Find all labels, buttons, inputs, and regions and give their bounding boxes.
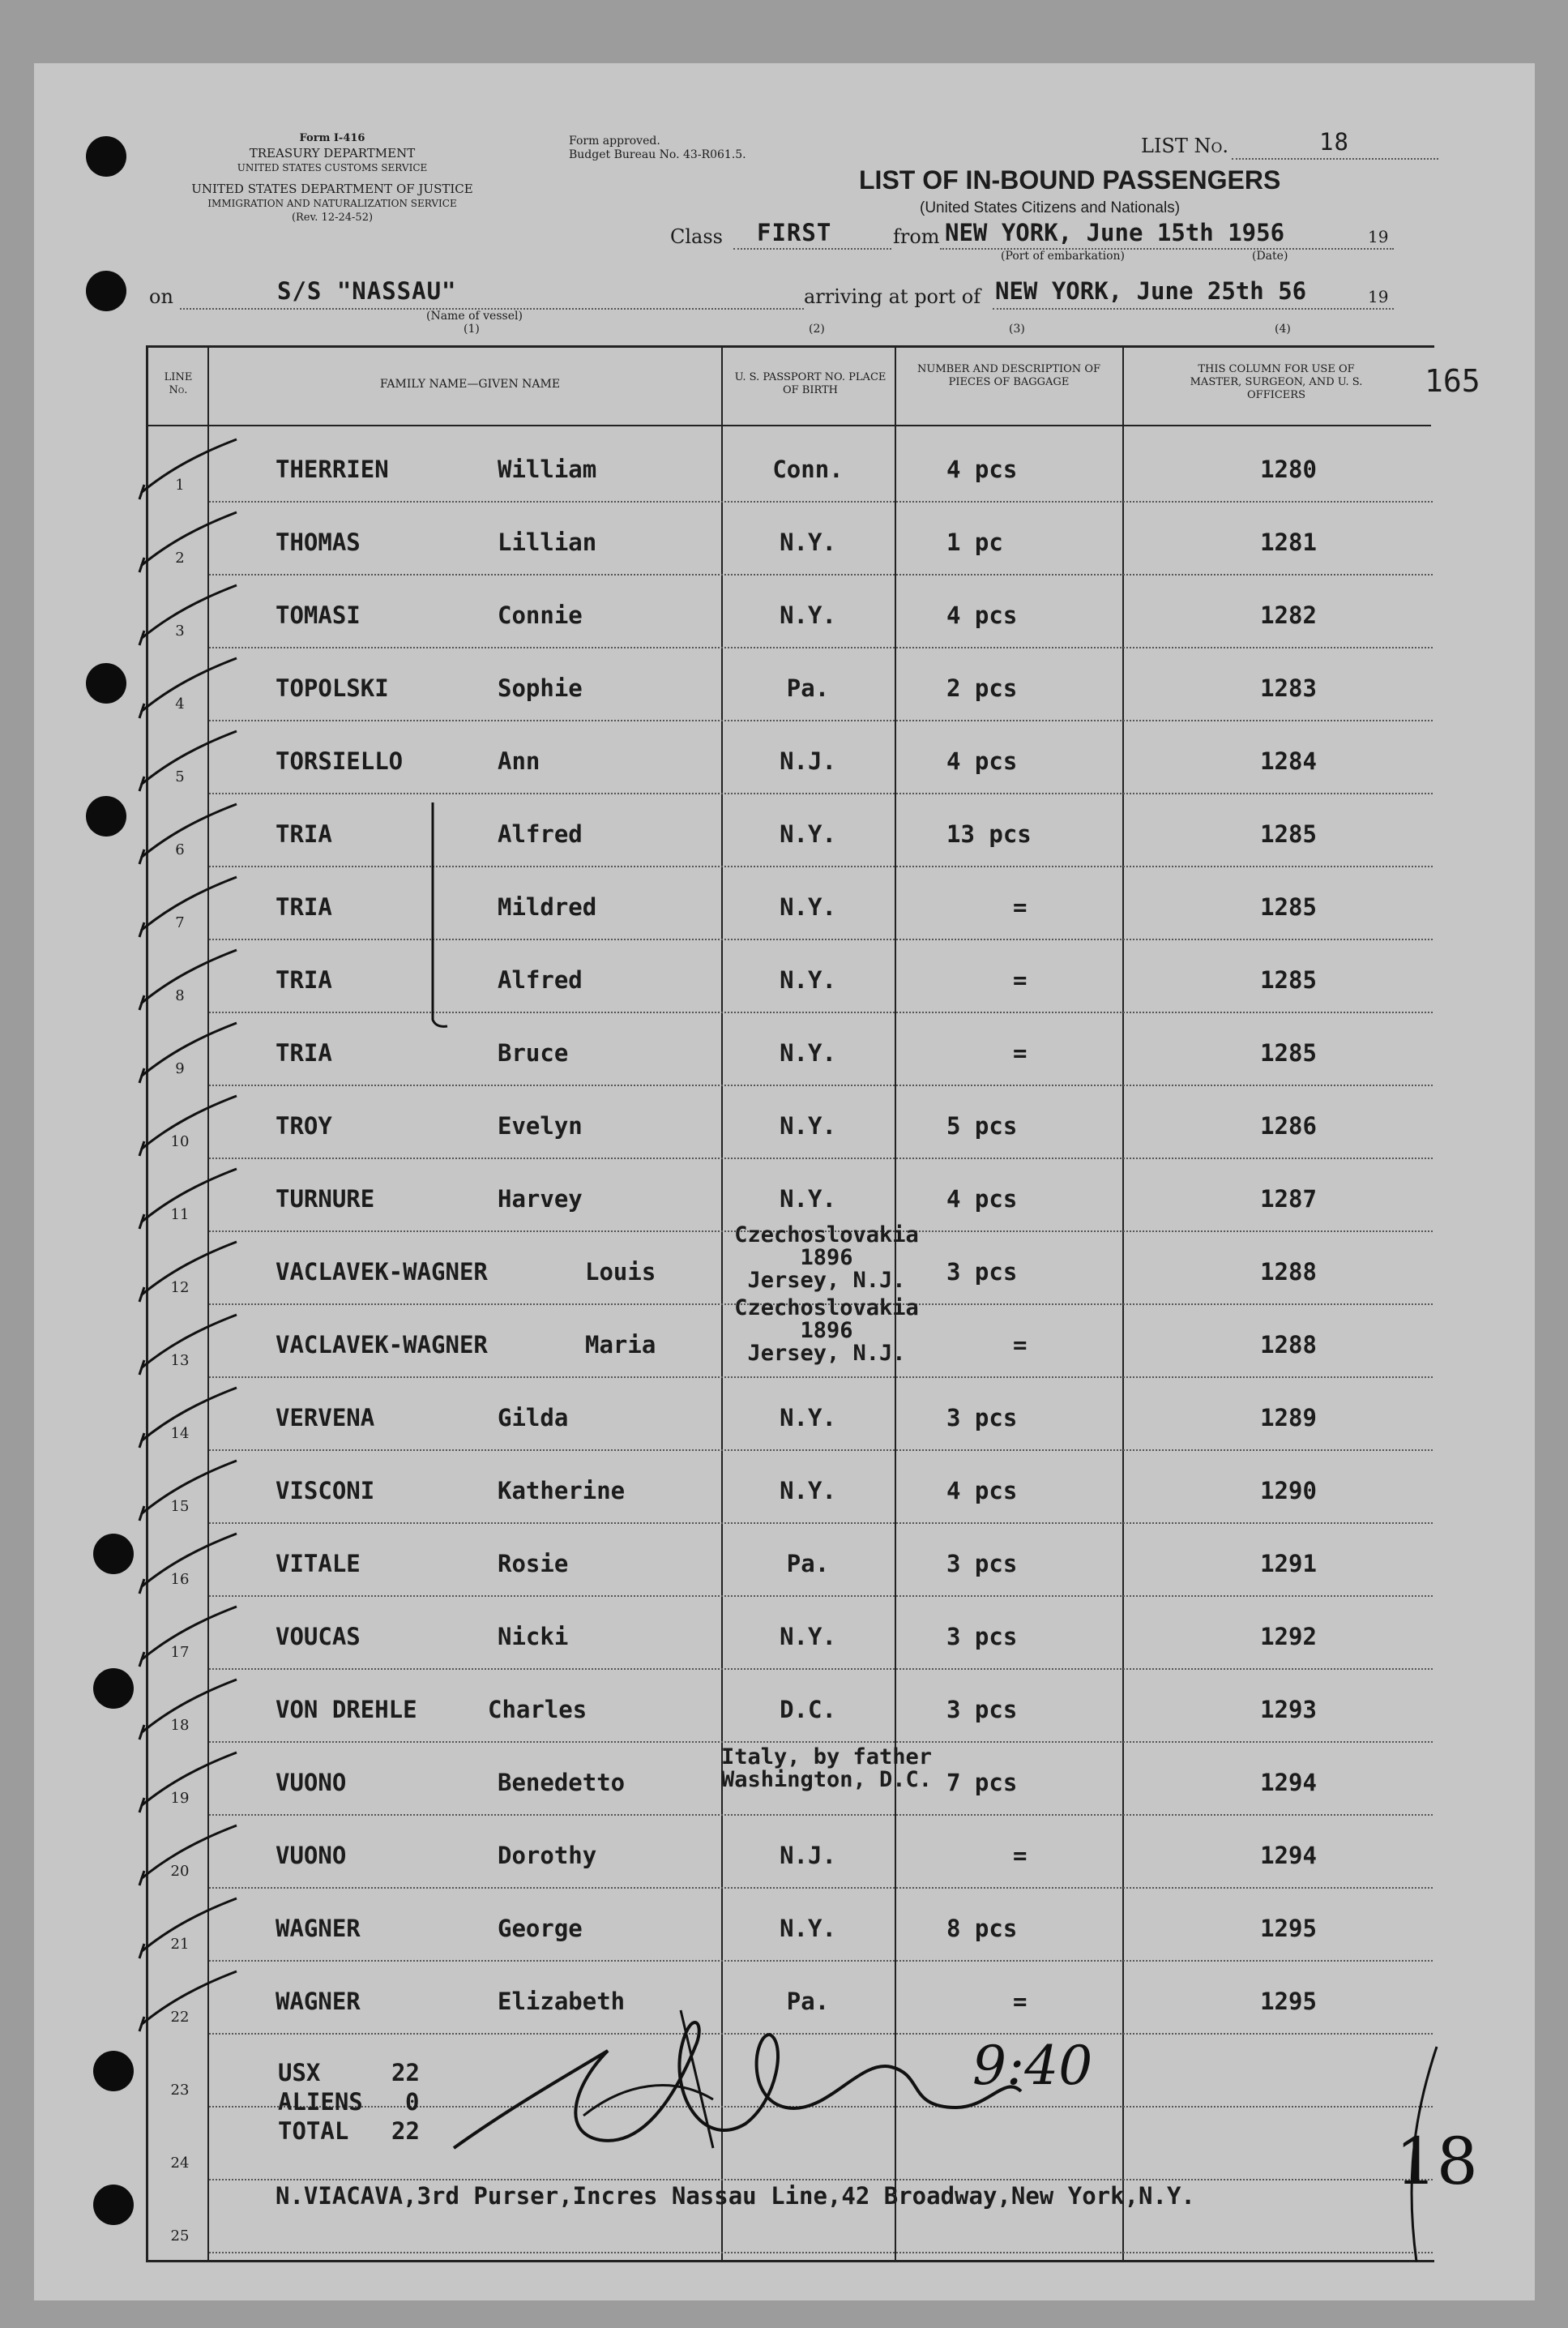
birth-place: N.J.: [780, 1842, 836, 1869]
birth-place: D.C.: [780, 1696, 836, 1723]
officer-number: 1289: [1260, 1404, 1317, 1431]
class-label: Class: [670, 225, 723, 248]
birth-place: N.Y.: [780, 1404, 836, 1431]
birth-place: N.Y.: [780, 966, 836, 994]
officer-number: 1294: [1260, 1769, 1317, 1796]
check-mark: [138, 1457, 243, 1522]
line-number: 12: [170, 1279, 190, 1296]
birth-place: N.Y.: [780, 1185, 836, 1213]
vessel-caption: (Name of vessel): [426, 310, 523, 323]
birth-place: N.Y.: [780, 529, 836, 556]
officer-number: 1287: [1260, 1185, 1317, 1213]
given-name: Ann: [498, 747, 540, 775]
given-name: Louis: [585, 1258, 656, 1286]
immigration-service: IMMIGRATION AND NATURALIZATION SERVICE: [207, 198, 457, 209]
officer-number: 1285: [1260, 893, 1317, 921]
birth-place: N.Y.: [780, 893, 836, 921]
row-separator: [209, 793, 1433, 794]
vessel-name: S/S "NASSAU": [277, 277, 457, 305]
document-title: LIST OF IN-BOUND PASSENGERS: [859, 165, 1281, 195]
punch-hole: [86, 663, 126, 704]
column-header-name: FAMILY NAME—GIVEN NAME: [379, 378, 561, 391]
justice-department: UNITED STATES DEPARTMENT OF JUSTICE: [191, 182, 473, 196]
column-number-1: (1): [464, 323, 480, 336]
total-label: TOTAL: [278, 2117, 349, 2145]
family-name: TROY: [276, 1112, 332, 1140]
budget-bureau: Budget Bureau No. 43-R061.5.: [569, 148, 746, 161]
arriving-line: [993, 308, 1394, 310]
row-separator: [209, 574, 1433, 576]
birth-place: Pa.: [786, 1988, 830, 2015]
birth-place: Czechoslovakia: [734, 1222, 919, 1247]
check-mark: [138, 655, 243, 720]
row-separator: [209, 1449, 1433, 1451]
row-separator: [209, 647, 1433, 648]
family-name: VUONO: [276, 1842, 347, 1869]
given-name: Katherine: [498, 1477, 626, 1504]
family-name: VERVENA: [276, 1404, 375, 1431]
class-value: FIRST: [757, 219, 832, 246]
given-name: Sophie: [498, 674, 583, 702]
form-approved: [569, 135, 746, 162]
usx-label: USX: [278, 2059, 321, 2086]
column-header-line-no: LINE No.: [164, 371, 193, 396]
family-name: VUONO: [276, 1769, 347, 1796]
row-separator: [209, 2179, 1433, 2180]
birth-place: N.J.: [780, 747, 836, 775]
row-separator: [209, 1085, 1433, 1086]
date-caption: (Date): [1252, 250, 1288, 263]
punch-hole: [93, 2185, 134, 2225]
margin-mark: 18: [1395, 2124, 1478, 2199]
aliens-label: ALIENS: [278, 2088, 363, 2116]
baggage-count: =: [1013, 1331, 1028, 1359]
from-label: from: [893, 225, 940, 248]
given-name: Dorothy: [498, 1842, 597, 1869]
check-mark: [138, 436, 243, 501]
officer-number: 1294: [1260, 1842, 1317, 1869]
officer-number: 1293: [1260, 1696, 1317, 1723]
baggage-count: 3 pcs: [946, 1550, 1018, 1577]
row-separator: [209, 2252, 1433, 2253]
officer-number: 1283: [1260, 674, 1317, 702]
class-line: [733, 248, 891, 250]
family-name: VOUCAS: [276, 1623, 361, 1650]
given-name: Mildred: [498, 893, 597, 921]
family-name: THERRIEN: [276, 456, 389, 483]
form-agency-block: [146, 131, 519, 225]
check-mark: [138, 1312, 243, 1376]
usx-value: 22: [391, 2059, 420, 2086]
officer-number: 1288: [1260, 1258, 1317, 1286]
given-name: Elizabeth: [498, 1988, 626, 2015]
given-name: Rosie: [498, 1550, 569, 1577]
check-mark: [138, 1603, 243, 1668]
officer-number: 1286: [1260, 1112, 1317, 1140]
row-separator: [209, 939, 1433, 940]
column-header-baggage: NUMBER AND DESCRIPTION OF PIECES OF BAGGAGE: [916, 363, 1100, 388]
row-separator: [209, 1158, 1433, 1159]
officer-number: 1291: [1260, 1550, 1317, 1577]
birth-place: N.Y.: [780, 1623, 836, 1650]
officer-number: 1292: [1260, 1623, 1317, 1650]
birth-place: Czechoslovakia: [734, 1295, 919, 1320]
line-number: 14: [170, 1425, 190, 1442]
baggage-count: 4 pcs: [946, 456, 1018, 483]
line-number: 8: [175, 987, 185, 1004]
family-name: TOMASI: [276, 601, 361, 629]
given-name: Alfred: [498, 966, 583, 994]
line-number: 4: [175, 695, 185, 713]
given-name: Gilda: [498, 1404, 569, 1431]
line-number: 13: [170, 1352, 190, 1369]
birth-place: N.Y.: [780, 1915, 836, 1942]
given-name: Charles: [488, 1696, 587, 1723]
baggage-count: 3 pcs: [946, 1623, 1018, 1650]
line-number: 2: [175, 550, 185, 567]
table-bottom-border: [146, 2260, 1434, 2262]
purser-line: N.VIACAVA,3rd Purser,Incres Nassau Line,42 Broadway,New York,N.Y.: [276, 2182, 1195, 2210]
birth-place: Conn.: [772, 456, 844, 483]
row-separator: [209, 720, 1433, 721]
birth-place: Pa.: [786, 1550, 830, 1577]
line-number: 3: [175, 623, 185, 640]
birth-place: 1896: [800, 1318, 853, 1343]
row-separator: [209, 1595, 1433, 1597]
check-mark: [138, 1166, 243, 1230]
officer-number: 1285: [1260, 820, 1317, 848]
column-number-2: (2): [809, 323, 825, 336]
check-mark: [138, 728, 243, 793]
check-mark: [138, 1822, 243, 1887]
line-number: 5: [175, 768, 185, 785]
punch-hole: [86, 271, 126, 311]
line-number: 10: [170, 1133, 190, 1150]
row-separator: [209, 1887, 1433, 1889]
signature-time-note: 9:40: [972, 2035, 1093, 2097]
birth-place: Italy, by father: [720, 1744, 933, 1770]
row-separator: [209, 866, 1433, 867]
baggage-count: =: [1013, 1039, 1028, 1067]
given-name: Lillian: [498, 529, 597, 556]
family-name: TRIA: [276, 893, 332, 921]
header-bottom-border: [146, 425, 1431, 426]
baggage-count: 3 pcs: [946, 1258, 1018, 1286]
line-number: 1: [175, 477, 185, 494]
column-header-passport: U. S. PASSPORT NO. PLACE OF BIRTH: [734, 371, 887, 396]
customs-service: UNITED STATES CUSTOMS SERVICE: [237, 162, 428, 173]
year-suffix: 19: [1368, 287, 1389, 306]
family-name: TURNURE: [276, 1185, 375, 1213]
year-suffix: 19: [1368, 227, 1389, 246]
row-separator: [209, 1741, 1433, 1743]
embarkation-caption: (Port of embarkation): [1001, 250, 1125, 263]
family-name: VON DREHLE: [276, 1696, 417, 1723]
table-top-border: [146, 345, 1434, 348]
line-number: 17: [170, 1644, 190, 1661]
line-number: 15: [170, 1498, 190, 1515]
column-header-officers: THIS COLUMN FOR USE OF MASTER, SURGEON, AND U. S. OFFICERS: [1190, 363, 1363, 401]
family-name: VITALE: [276, 1550, 361, 1577]
birth-place: Washington, D.C.: [720, 1767, 933, 1792]
arriving-label: arriving at port of: [804, 285, 981, 308]
line-number: 11: [170, 1206, 190, 1223]
approved-text: Form approved.: [569, 135, 660, 148]
officer-number: 1282: [1260, 601, 1317, 629]
given-name: Bruce: [498, 1039, 569, 1067]
check-mark: [138, 1093, 243, 1158]
check-mark: [138, 874, 243, 939]
birth-place: Jersey, N.J.: [747, 1341, 906, 1366]
given-name: Benedetto: [498, 1769, 626, 1796]
punch-hole: [86, 136, 126, 177]
total-value: 22: [391, 2117, 420, 2145]
row-separator: [209, 1012, 1433, 1013]
punch-hole: [93, 1534, 134, 1574]
punch-hole: [86, 796, 126, 837]
given-name: Connie: [498, 601, 583, 629]
given-name: Maria: [585, 1331, 656, 1359]
baggage-count: =: [1013, 966, 1028, 994]
check-mark: [138, 582, 243, 647]
given-name: Evelyn: [498, 1112, 583, 1140]
arrival-port-value: NEW YORK, June 25th 56: [995, 277, 1307, 305]
line-number: 19: [170, 1790, 190, 1807]
family-name: VACLAVEK-WAGNER: [276, 1331, 488, 1359]
check-mark: [138, 947, 243, 1012]
check-mark: [138, 1530, 243, 1595]
birth-place: Jersey, N.J.: [747, 1268, 906, 1293]
line-number: 18: [170, 1717, 190, 1734]
line-number: 9: [175, 1060, 185, 1077]
check-mark: [138, 1020, 243, 1085]
punch-hole: [93, 2051, 134, 2091]
check-mark: [138, 509, 243, 574]
given-name: Nicki: [498, 1623, 569, 1650]
baggage-count: 4 pcs: [946, 747, 1018, 775]
officer-number: 1284: [1260, 747, 1317, 775]
officer-number: 1285: [1260, 1039, 1317, 1067]
row-separator: [209, 1814, 1433, 1816]
line-number: 21: [170, 1936, 190, 1953]
check-mark: [138, 1895, 243, 1960]
birth-place: N.Y.: [780, 1112, 836, 1140]
form-revision: (Rev. 12-24-52): [291, 212, 374, 224]
list-number-line: [1232, 158, 1438, 160]
on-label: on: [149, 285, 173, 308]
line-number: 20: [170, 1863, 190, 1880]
officer-number: 1281: [1260, 529, 1317, 556]
embarkation-value: NEW YORK, June 15th 1956: [945, 219, 1285, 246]
officer-number: 1285: [1260, 966, 1317, 994]
baggage-count: 4 pcs: [946, 1185, 1018, 1213]
row-separator: [209, 1522, 1433, 1524]
birth-place: N.Y.: [780, 1039, 836, 1067]
line-number: 16: [170, 1571, 190, 1588]
family-name: WAGNER: [276, 1915, 361, 1942]
birth-place: N.Y.: [780, 820, 836, 848]
family-name: VISCONI: [276, 1477, 375, 1504]
check-mark: [138, 1239, 243, 1303]
officer-number: 1295: [1260, 1988, 1317, 2015]
baggage-count: 7 pcs: [946, 1769, 1018, 1796]
document-subtitle: (United States Citizens and Nationals): [920, 199, 1181, 216]
punch-hole: [93, 1668, 134, 1709]
baggage-count: =: [1013, 893, 1028, 921]
line-number: 6: [175, 841, 185, 858]
family-name: WAGNER: [276, 1988, 361, 2015]
row-separator: [209, 1376, 1433, 1378]
given-name: Harvey: [498, 1185, 583, 1213]
officer-number: 1280: [1260, 456, 1317, 483]
given-name: George: [498, 1915, 583, 1942]
check-mark: [138, 1384, 243, 1449]
check-mark: [138, 1676, 243, 1741]
line-number: 22: [170, 2009, 190, 2026]
row-separator: [209, 1960, 1433, 1962]
given-name: Alfred: [498, 820, 583, 848]
treasury-department: TREASURY DEPARTMENT: [249, 146, 416, 160]
aliens-value: 0: [405, 2088, 420, 2116]
line-number: 23: [170, 2082, 190, 2099]
birth-place: N.Y.: [780, 1477, 836, 1504]
officer-number: 1290: [1260, 1477, 1317, 1504]
family-name: TRIA: [276, 820, 332, 848]
family-name: TRIA: [276, 1039, 332, 1067]
line-number: 25: [170, 2227, 190, 2245]
baggage-count: 5 pcs: [946, 1112, 1018, 1140]
baggage-count: =: [1013, 1842, 1028, 1869]
baggage-count: 4 pcs: [946, 1477, 1018, 1504]
baggage-count: 13 pcs: [946, 820, 1032, 848]
officer-number: 1288: [1260, 1331, 1317, 1359]
baggage-count: 2 pcs: [946, 674, 1018, 702]
baggage-count: 1 pc: [946, 529, 1003, 556]
form-number: Form I-416: [299, 132, 365, 144]
family-name: VACLAVEK-WAGNER: [276, 1258, 488, 1286]
family-name: THOMAS: [276, 529, 361, 556]
given-name: William: [498, 456, 597, 483]
row-separator: [209, 501, 1433, 503]
row-separator: [209, 1668, 1433, 1670]
line-number: 24: [170, 2155, 190, 2172]
family-name: TOPOLSKI: [276, 674, 389, 702]
check-mark: [138, 1749, 243, 1814]
column-number-3: (3): [1009, 323, 1025, 336]
baggage-count: 3 pcs: [946, 1404, 1018, 1431]
baggage-count: 3 pcs: [946, 1696, 1018, 1723]
family-name: TRIA: [276, 966, 332, 994]
birth-place: N.Y.: [780, 601, 836, 629]
birth-place: 1896: [800, 1245, 853, 1270]
line-number: 7: [175, 914, 185, 931]
list-number: 18: [1319, 128, 1349, 156]
family-bracket: [428, 802, 452, 1029]
check-mark: [138, 1968, 243, 2033]
officer-number: 1295: [1260, 1915, 1317, 1942]
column-number-4: (4): [1275, 323, 1291, 336]
family-name: TORSIELLO: [276, 747, 404, 775]
baggage-count: 4 pcs: [946, 601, 1018, 629]
check-mark: [138, 801, 243, 866]
baggage-count: =: [1013, 1988, 1028, 2015]
page-number: 165: [1425, 363, 1480, 399]
birth-place: Pa.: [786, 674, 830, 702]
baggage-count: 8 pcs: [946, 1915, 1018, 1942]
list-number-label: LIST No.: [1141, 135, 1229, 157]
